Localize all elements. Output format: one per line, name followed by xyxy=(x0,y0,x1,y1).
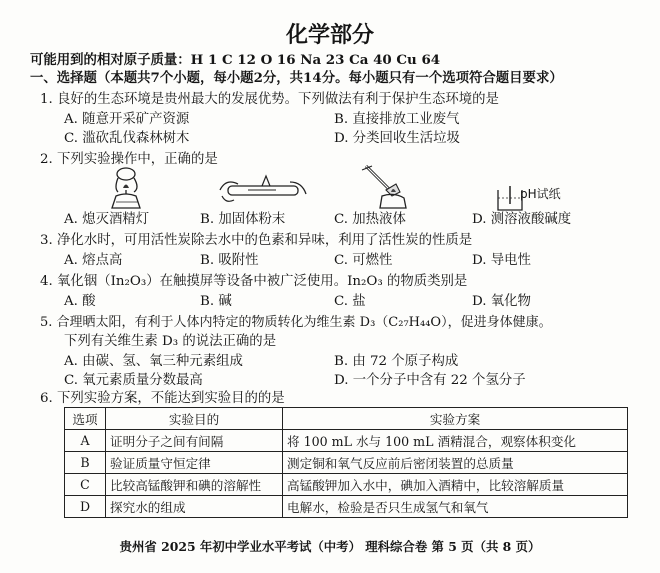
table-cell: A xyxy=(65,430,106,452)
q5-stem: 5. 合理晒太阳，有利于人体内特定的物质转化为维生素 D₃（C₂₇H₄₄O），促进身体健康。 xyxy=(40,315,552,330)
table-cell: 验证质量守恒定律 xyxy=(106,452,283,474)
q3-option-b: B. 吸附性 xyxy=(200,253,259,268)
q4-option-c: C. 盐 xyxy=(334,294,366,309)
table-header: 实验目的 xyxy=(106,408,283,430)
q2-option-b: B. 加固体粉末 xyxy=(200,212,286,227)
ph-paper-label: pH试纸 xyxy=(520,187,561,201)
q4-option-b: B. 碱 xyxy=(200,294,232,309)
q5-option-b: B. 由 72 个原子构成 xyxy=(334,354,459,369)
q1-option-a: A. 随意开采矿产资源 xyxy=(64,112,190,127)
table-cell: 证明分子之间有间隔 xyxy=(106,430,283,452)
q1-option-b: B. 直接排放工业废气 xyxy=(334,112,460,127)
q2-option-a: A. 熄灭酒精灯 xyxy=(64,212,150,227)
q3-stem: 3. 净化水时，可用活性炭除去水中的色素和异味，利用了活性炭的性质是 xyxy=(40,233,473,248)
table-row xyxy=(65,474,628,496)
q3-option-d: D. 导电性 xyxy=(472,253,531,268)
table-cell: 测定铜和氧气反应前后密闭装置的总质量 xyxy=(283,452,628,474)
heat-liquid-figure xyxy=(356,162,412,210)
q6-table xyxy=(64,407,628,518)
q4-option-d: D. 氧化物 xyxy=(472,294,531,309)
add-powder-figure xyxy=(218,172,308,208)
q2-stem: 2. 下列实验操作中，正确的是 xyxy=(40,152,218,167)
q1-option-d: D. 分类回收生活垃圾 xyxy=(334,131,460,146)
table-cell: 将 100 mL 水与 100 mL 酒精混合，观察体积变化 xyxy=(283,430,628,452)
q3-option-c: C. 可燃性 xyxy=(334,253,393,268)
q5-option-c: C. 氧元素质量分数最高 xyxy=(64,373,203,388)
q6-stem: 6. 下列实验方案，不能达到实验目的的是 xyxy=(40,391,285,406)
q2-option-c: C. 加热液体 xyxy=(334,212,406,227)
extinguish-lamp-figure xyxy=(96,166,156,210)
table-header: 选项 xyxy=(65,408,106,430)
q2-option-d: D. 测溶液酸碱度 xyxy=(472,212,572,227)
q3-option-a: A. 熔点高 xyxy=(64,253,123,268)
table-header: 实验方案 xyxy=(283,408,628,430)
page-footer: 贵州省 2025 年初中学业水平考试（中考） 理科综合卷 第 5 页（共 8 页） xyxy=(119,539,541,554)
q5-option-a: A. 由碳、氢、氧三种元素组成 xyxy=(64,354,243,369)
q5-option-d: D. 一个分子中含有 22 个氢分子 xyxy=(334,373,526,388)
table-cell: 探究水的组成 xyxy=(106,496,283,518)
table-cell: 电解水，检验是否只生成氢气和氧气 xyxy=(283,496,628,518)
q4-stem: 4. 氧化铟（In₂O₃）在触摸屏等设备中被广泛使用。In₂O₃ 的物质类别是 xyxy=(40,274,468,289)
q5-stem-2: 下列有关维生素 D₃ 的说法正确的是 xyxy=(64,334,277,349)
table-cell: D xyxy=(65,496,106,518)
table-cell: B xyxy=(65,452,106,474)
q1-stem: 1. 良好的生态环境是贵州最大的发展优势。下列做法有利于保护生态环境的是 xyxy=(40,92,499,107)
table-row xyxy=(65,430,628,452)
q4-option-a: A. 酸 xyxy=(64,294,96,309)
table-row xyxy=(65,496,628,518)
table-header-row xyxy=(65,408,628,430)
section-heading: 一、选择题（本题共7个小题，每小题2分，共14分。每小题只有一个选项符合题目要求） xyxy=(30,70,563,86)
table-cell: 比较高锰酸钾和碘的溶解性 xyxy=(106,474,283,496)
atomic-masses: 可能用到的相对原子质量：H 1 C 12 O 16 Na 23 Ca 40 Cu 64 xyxy=(30,52,441,68)
page-title: 化学部分 xyxy=(285,23,374,48)
table-cell: C xyxy=(65,474,106,496)
table-row xyxy=(65,452,628,474)
q1-option-c: C. 滥砍乱伐森林树木 xyxy=(64,131,190,146)
table-cell: 高锰酸钾加入水中，碘加入酒精中，比较溶解质量 xyxy=(283,474,628,496)
